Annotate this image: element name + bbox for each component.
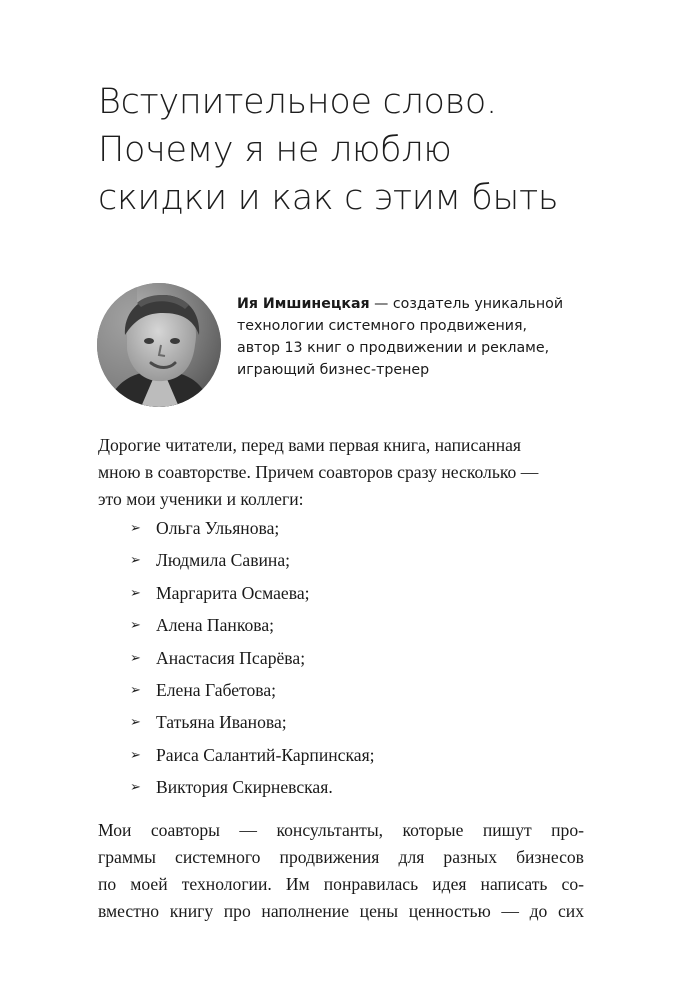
coauthor-name: Алена Панкова; [156,615,275,636]
coauthor-name: Татьяна Иванова; [156,712,287,733]
paragraph-line: Дорогие читатели, перед вами первая книга, написанная [98,435,522,455]
arrow-bullet-icon: ➢ [130,780,141,796]
paragraph-line: по моей технологии. Им понравилась идея написать со- [98,874,584,894]
list-item [130,742,375,774]
arrow-bullet-icon: ➢ [130,521,141,536]
coauthor-name: Людмила Савина; [156,550,291,571]
paragraph-line: граммы системного продвижения для разных бизнесов [98,847,584,867]
list-item [130,612,375,644]
paragraph-line: Мои соавторы — консультанты, которые пишут про- [98,820,584,840]
coauthor-name: Виктория Скирневская. [156,777,333,798]
author-photo [97,283,221,407]
paragraph-line: это мои ученики и коллеги: [98,489,304,509]
arrow-bullet-icon: ➢ [130,585,141,601]
author-bio-line: автор 13 книг о продвижении и рекламе, [237,340,550,356]
author-bio-text: — создатель уникальной [369,296,564,312]
list-item [130,774,375,806]
coauthor-list [130,515,375,807]
chapter-title-line: Почему я не люблю [98,130,452,170]
arrow-bullet-icon: ➢ [130,618,141,634]
coauthor-name: Ольга Ульянова; [156,518,280,538]
coauthor-name: Елена Габетова; [156,679,277,700]
list-item [130,709,375,741]
chapter-title-line: скидки и как с этим быть [98,178,559,218]
arrow-bullet-icon: ➢ [130,715,141,731]
arrow-bullet-icon: ➢ [130,747,141,763]
author-portrait-icon [97,283,221,407]
list-item [130,547,375,579]
arrow-bullet-icon: ➢ [130,682,141,698]
author-bio-line [237,293,637,315]
chapter-title [98,78,658,222]
arrow-bullet-icon: ➢ [130,650,141,666]
arrow-bullet-icon: ➢ [130,553,141,569]
list-item [130,580,375,612]
paragraph-line: мною в соавторстве. Причем соавторов сразу несколько — [98,462,539,482]
chapter-title-line: Вступительное слово. [98,82,497,122]
intro-paragraph [98,432,584,513]
author-name: Ия Имшинецкая [237,296,370,312]
paragraph-line: вместно книгу про наполнение цены ценностью — до сих [98,901,584,921]
list-item [130,677,375,709]
author-bio-line: играющий бизнес-тренер [237,362,430,378]
coauthor-name: Раиса Салантий-Карпинская; [156,744,375,765]
coauthor-name: Маргарита Осмаева; [156,582,310,603]
list-item [130,515,375,547]
closing-paragraph [98,817,584,925]
author-bio [237,293,637,381]
author-bio-line: технологии системного продвижения, [237,318,528,334]
list-item [130,645,375,677]
coauthor-name: Анастасия Псарёва; [156,647,306,668]
